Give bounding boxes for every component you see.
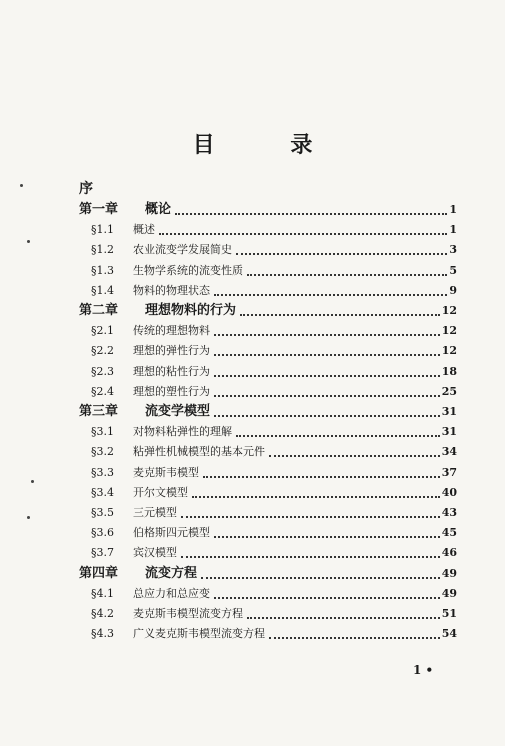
toc-entry bbox=[79, 242, 457, 258]
entry-title: 概述 bbox=[133, 223, 155, 237]
leader-dots bbox=[159, 223, 447, 235]
entry-page: 9 bbox=[449, 283, 457, 297]
scan-speck bbox=[27, 240, 30, 243]
toc-entry bbox=[79, 263, 457, 279]
toc-entry bbox=[79, 545, 457, 561]
entry-title: 三元模型 bbox=[133, 506, 177, 519]
entry-page: 46 bbox=[441, 546, 457, 560]
toc-entry bbox=[79, 202, 457, 218]
entry-page: 34 bbox=[441, 445, 457, 459]
leader-dots bbox=[192, 486, 440, 498]
toc-entry bbox=[79, 343, 457, 359]
entry-title: 理想的弹性行为 bbox=[133, 344, 210, 358]
entry-title: 流变学模型 bbox=[145, 404, 211, 419]
toc-entry bbox=[79, 404, 457, 420]
entry-page: 12 bbox=[441, 344, 457, 358]
leader-dots bbox=[181, 546, 440, 558]
entry-title: 概论 bbox=[145, 202, 172, 217]
entry-page: 45 bbox=[441, 526, 457, 540]
entry-title: 麦克斯韦模型流变方程 bbox=[133, 607, 243, 620]
leader-dots bbox=[214, 284, 447, 296]
toc-entry bbox=[79, 303, 457, 319]
entry-number: §2.3 bbox=[91, 364, 114, 378]
toc-entry bbox=[79, 485, 457, 501]
scan-speck bbox=[31, 480, 34, 483]
leader-dots bbox=[236, 243, 447, 255]
entry-number: 第一章 bbox=[79, 202, 119, 217]
entry-title: 开尔文模型 bbox=[133, 485, 188, 499]
entry-title: 麦克斯韦模型 bbox=[133, 465, 199, 479]
entry-title: 物料的物理状态 bbox=[133, 283, 210, 297]
leader-dots bbox=[247, 264, 447, 276]
entry-title: 伯格斯四元模型 bbox=[133, 526, 210, 540]
toc-entry bbox=[79, 222, 457, 238]
toc-entry bbox=[79, 626, 457, 642]
scan-speck bbox=[20, 184, 23, 187]
entry-title: 广义麦克斯韦模型流变方程 bbox=[133, 627, 265, 641]
entry-title: 理想的塑性行为 bbox=[133, 384, 210, 398]
toc-entry bbox=[79, 586, 457, 602]
entry-number: §4.2 bbox=[91, 607, 114, 620]
scan-speck bbox=[27, 516, 30, 519]
entry-title: 生物学系统的流变性质 bbox=[133, 263, 243, 277]
entry-page: 31 bbox=[441, 425, 457, 439]
entry-number: 第三章 bbox=[79, 404, 119, 419]
toc-entry bbox=[79, 424, 457, 440]
leader-dots bbox=[175, 203, 447, 215]
entry-title: 传统的理想物料 bbox=[133, 324, 210, 338]
entry-number: §2.4 bbox=[91, 384, 114, 398]
entry-page: 51 bbox=[441, 607, 457, 620]
leader-dots bbox=[214, 526, 440, 538]
leader-dots bbox=[269, 627, 440, 639]
entry-title: 粘弹性机械模型的基本元件 bbox=[133, 445, 265, 459]
toc-entry bbox=[79, 525, 457, 541]
toc-entry bbox=[79, 505, 457, 521]
entry-number: 第二章 bbox=[79, 303, 119, 318]
entry-page: 43 bbox=[441, 506, 457, 519]
leader-dots bbox=[214, 587, 440, 599]
entry-number: §3.6 bbox=[91, 526, 114, 540]
entry-page: 37 bbox=[441, 465, 457, 479]
entry-title: 总应力和总应变 bbox=[133, 586, 210, 600]
entry-title: 理想物料的行为 bbox=[145, 303, 237, 318]
leader-dots bbox=[201, 567, 440, 579]
leader-dots bbox=[240, 304, 440, 316]
entry-number: §1.1 bbox=[91, 223, 114, 237]
leader-dots bbox=[214, 324, 440, 336]
entry-number: §1.2 bbox=[91, 243, 114, 257]
entry-number: §3.7 bbox=[91, 546, 114, 560]
entry-number: §2.2 bbox=[91, 344, 114, 358]
entry-number: §4.3 bbox=[91, 627, 114, 641]
preface-heading: 序 bbox=[79, 181, 93, 197]
entry-page: 5 bbox=[449, 263, 457, 277]
entry-page: 1 bbox=[449, 223, 457, 237]
toc-entry bbox=[79, 566, 457, 582]
leader-dots bbox=[181, 506, 440, 518]
leader-dots bbox=[214, 344, 440, 356]
entry-number: §1.4 bbox=[91, 283, 114, 297]
toc-entry bbox=[79, 465, 457, 481]
page-title: 目 录 bbox=[192, 132, 347, 158]
toc-entry bbox=[79, 323, 457, 339]
entry-title: 理想的粘性行为 bbox=[133, 364, 210, 378]
entry-number: 第四章 bbox=[79, 565, 119, 581]
page-number: 1 • bbox=[413, 663, 434, 677]
entry-page: 54 bbox=[441, 627, 457, 641]
entry-page: 18 bbox=[441, 364, 457, 378]
leader-dots bbox=[203, 466, 440, 478]
leader-dots bbox=[214, 405, 440, 417]
toc-entry bbox=[79, 384, 457, 400]
leader-dots bbox=[236, 425, 440, 437]
entry-number: §3.3 bbox=[91, 465, 114, 479]
entry-page: 12 bbox=[441, 304, 457, 317]
entry-page: 3 bbox=[449, 243, 457, 257]
entry-number: §3.4 bbox=[91, 485, 114, 499]
leader-dots bbox=[214, 365, 440, 377]
leader-dots bbox=[269, 445, 440, 457]
entry-page: 12 bbox=[441, 324, 457, 338]
entry-page: 1 bbox=[449, 203, 457, 216]
entry-title: 对物料粘弹性的理解 bbox=[133, 425, 232, 439]
leader-dots bbox=[247, 607, 440, 619]
entry-title: 农业流变学发展简史 bbox=[133, 243, 232, 257]
entry-page: 31 bbox=[441, 405, 457, 418]
toc-entry bbox=[79, 606, 457, 622]
entry-number: §3.5 bbox=[91, 506, 114, 519]
leader-dots bbox=[214, 385, 440, 397]
toc-entry bbox=[79, 364, 457, 380]
toc-entry bbox=[79, 444, 457, 460]
entry-number: §3.2 bbox=[91, 445, 114, 459]
entry-page: 49 bbox=[441, 566, 457, 580]
entry-number: §1.3 bbox=[91, 263, 114, 277]
entry-title: 流变方程 bbox=[145, 565, 198, 581]
entry-page: 25 bbox=[441, 384, 457, 398]
entry-number: §2.1 bbox=[91, 324, 114, 338]
entry-number: §3.1 bbox=[91, 425, 114, 439]
toc-entry bbox=[79, 283, 457, 299]
entry-number: §4.1 bbox=[91, 586, 114, 600]
entry-page: 40 bbox=[441, 485, 457, 499]
entry-title: 宾汉模型 bbox=[133, 546, 177, 560]
entry-page: 49 bbox=[441, 586, 457, 600]
